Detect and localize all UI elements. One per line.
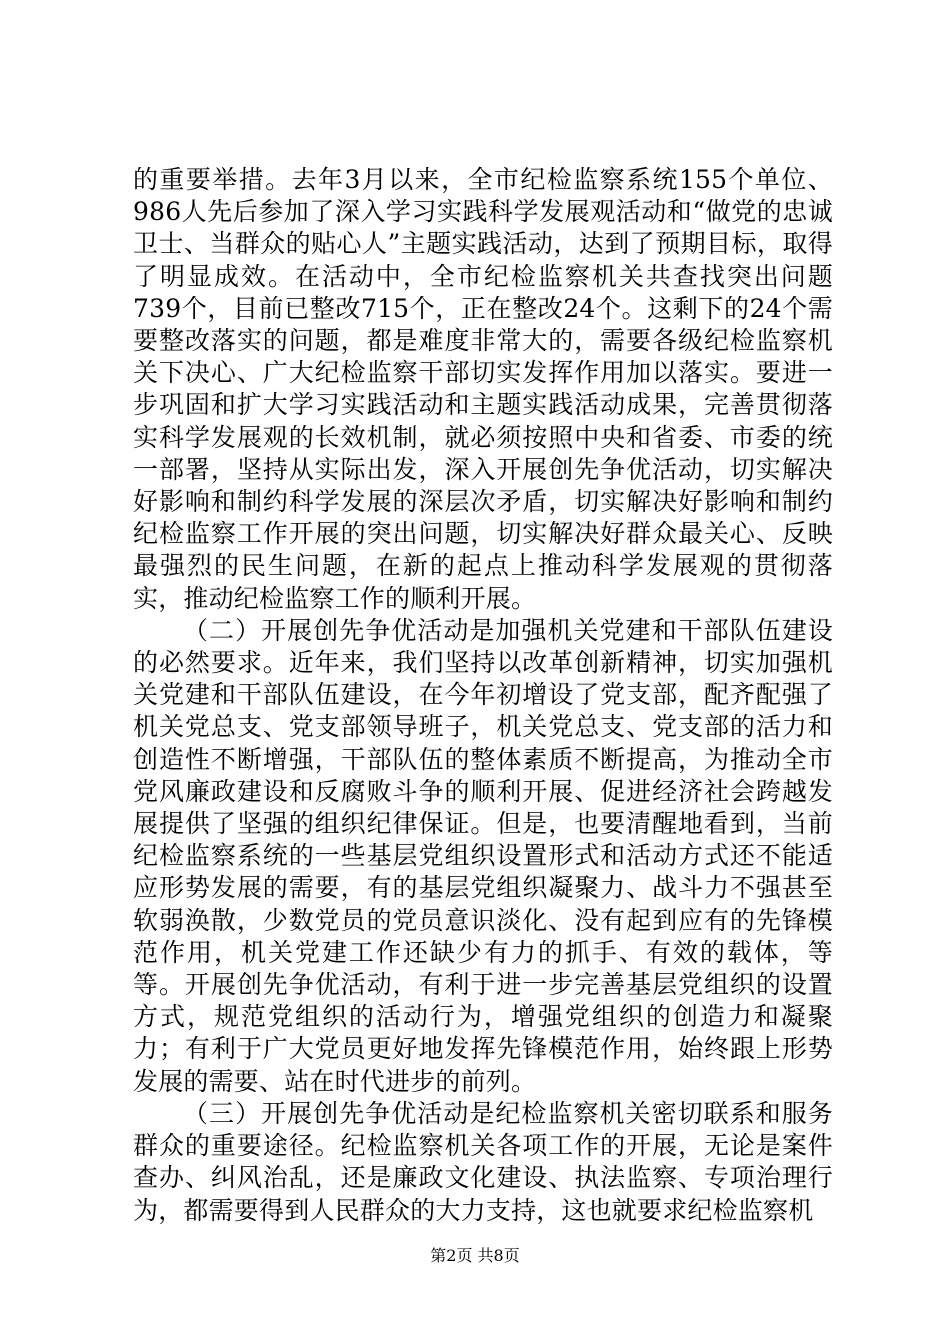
paragraph-1: 的重要举措。去年3月以来，全市纪检监察系统155个单位、986人先后参加了深入学习实践科学发展观活动和“做党的忠诚卫士、当群众的贴心人”主题实践活动，达到了预期目标，取得了明显成效。在活动中，全市纪检监察机关共查找突出问题739个，目前已整改715个，正在整改24个。这剩下的24个需要整改落实的问题，都是难度非常大的，需要各级纪检监察机关下决心、广大纪检监察干部切实发挥作用加以落实。要进一步巩固和扩大学习实践活动和主题实践活动成果，完善贯彻落实科学发展观的长效机制，就必须按照中央和省委、市委的统一部署，坚持从实际出发，深入开展创先争优活动，切实解决好影响和制约科学发展的深层次矛盾，切实解决好影响和制约纪检监察工作开展的突出问题，切实解决好群众最关心、反映最强烈的民生问题，在新的起点上推动科学发展观的贯彻落实，推动纪检监察工作的顺利开展。 xyxy=(133,165,833,613)
paragraph-3: （三）开展创先争优活动是纪检监察机关密切联系和服务群众的重要途径。纪检监察机关各项工作的开展，无论是案件查办、纠风治乱，还是廉政文化建设、执法监察、专项治理行为，都需要得到人民群众的大力支持，这也就要求纪检监察机 xyxy=(133,1098,833,1225)
paragraph-2: （二）开展创先争优活动是加强机关党建和干部队伍建设的必然要求。近年来，我们坚持以改革创新精神，切实加强机关党建和干部队伍建设，在今年初增设了党支部，配齐配强了机关党总支、党支部领导班子，机关党总支、党支部的活力和创造性不断增强，干部队伍的整体素质不断提高，为推动全市党风廉政建设和反腐败斗争的顺利开展、促进经济社会跨越发展提供了坚强的组织纪律保证。但是，也要清醒地看到，当前纪检监察系统的一些基层党组织设置形式和活动方式还不能适应形势发展的需要，有的基层党组织凝聚力、战斗力不强甚至软弱涣散，少数党员的党员意识淡化、没有起到应有的先锋模范作用，机关党建工作还缺少有力的抓手、有效的载体，等等。开展创先争优活动，有利于进一步完善基层党组织的设置方式，规范党组织的活动行为，增强党组织的创造力和凝聚力；有利于广大党员更好地发挥先锋模范作用，始终跟上形势发展的需要、站在时代进步的前列。 xyxy=(133,615,833,1096)
page-footer: 第2页 共8页 xyxy=(430,1246,520,1265)
body-text xyxy=(133,164,833,1227)
